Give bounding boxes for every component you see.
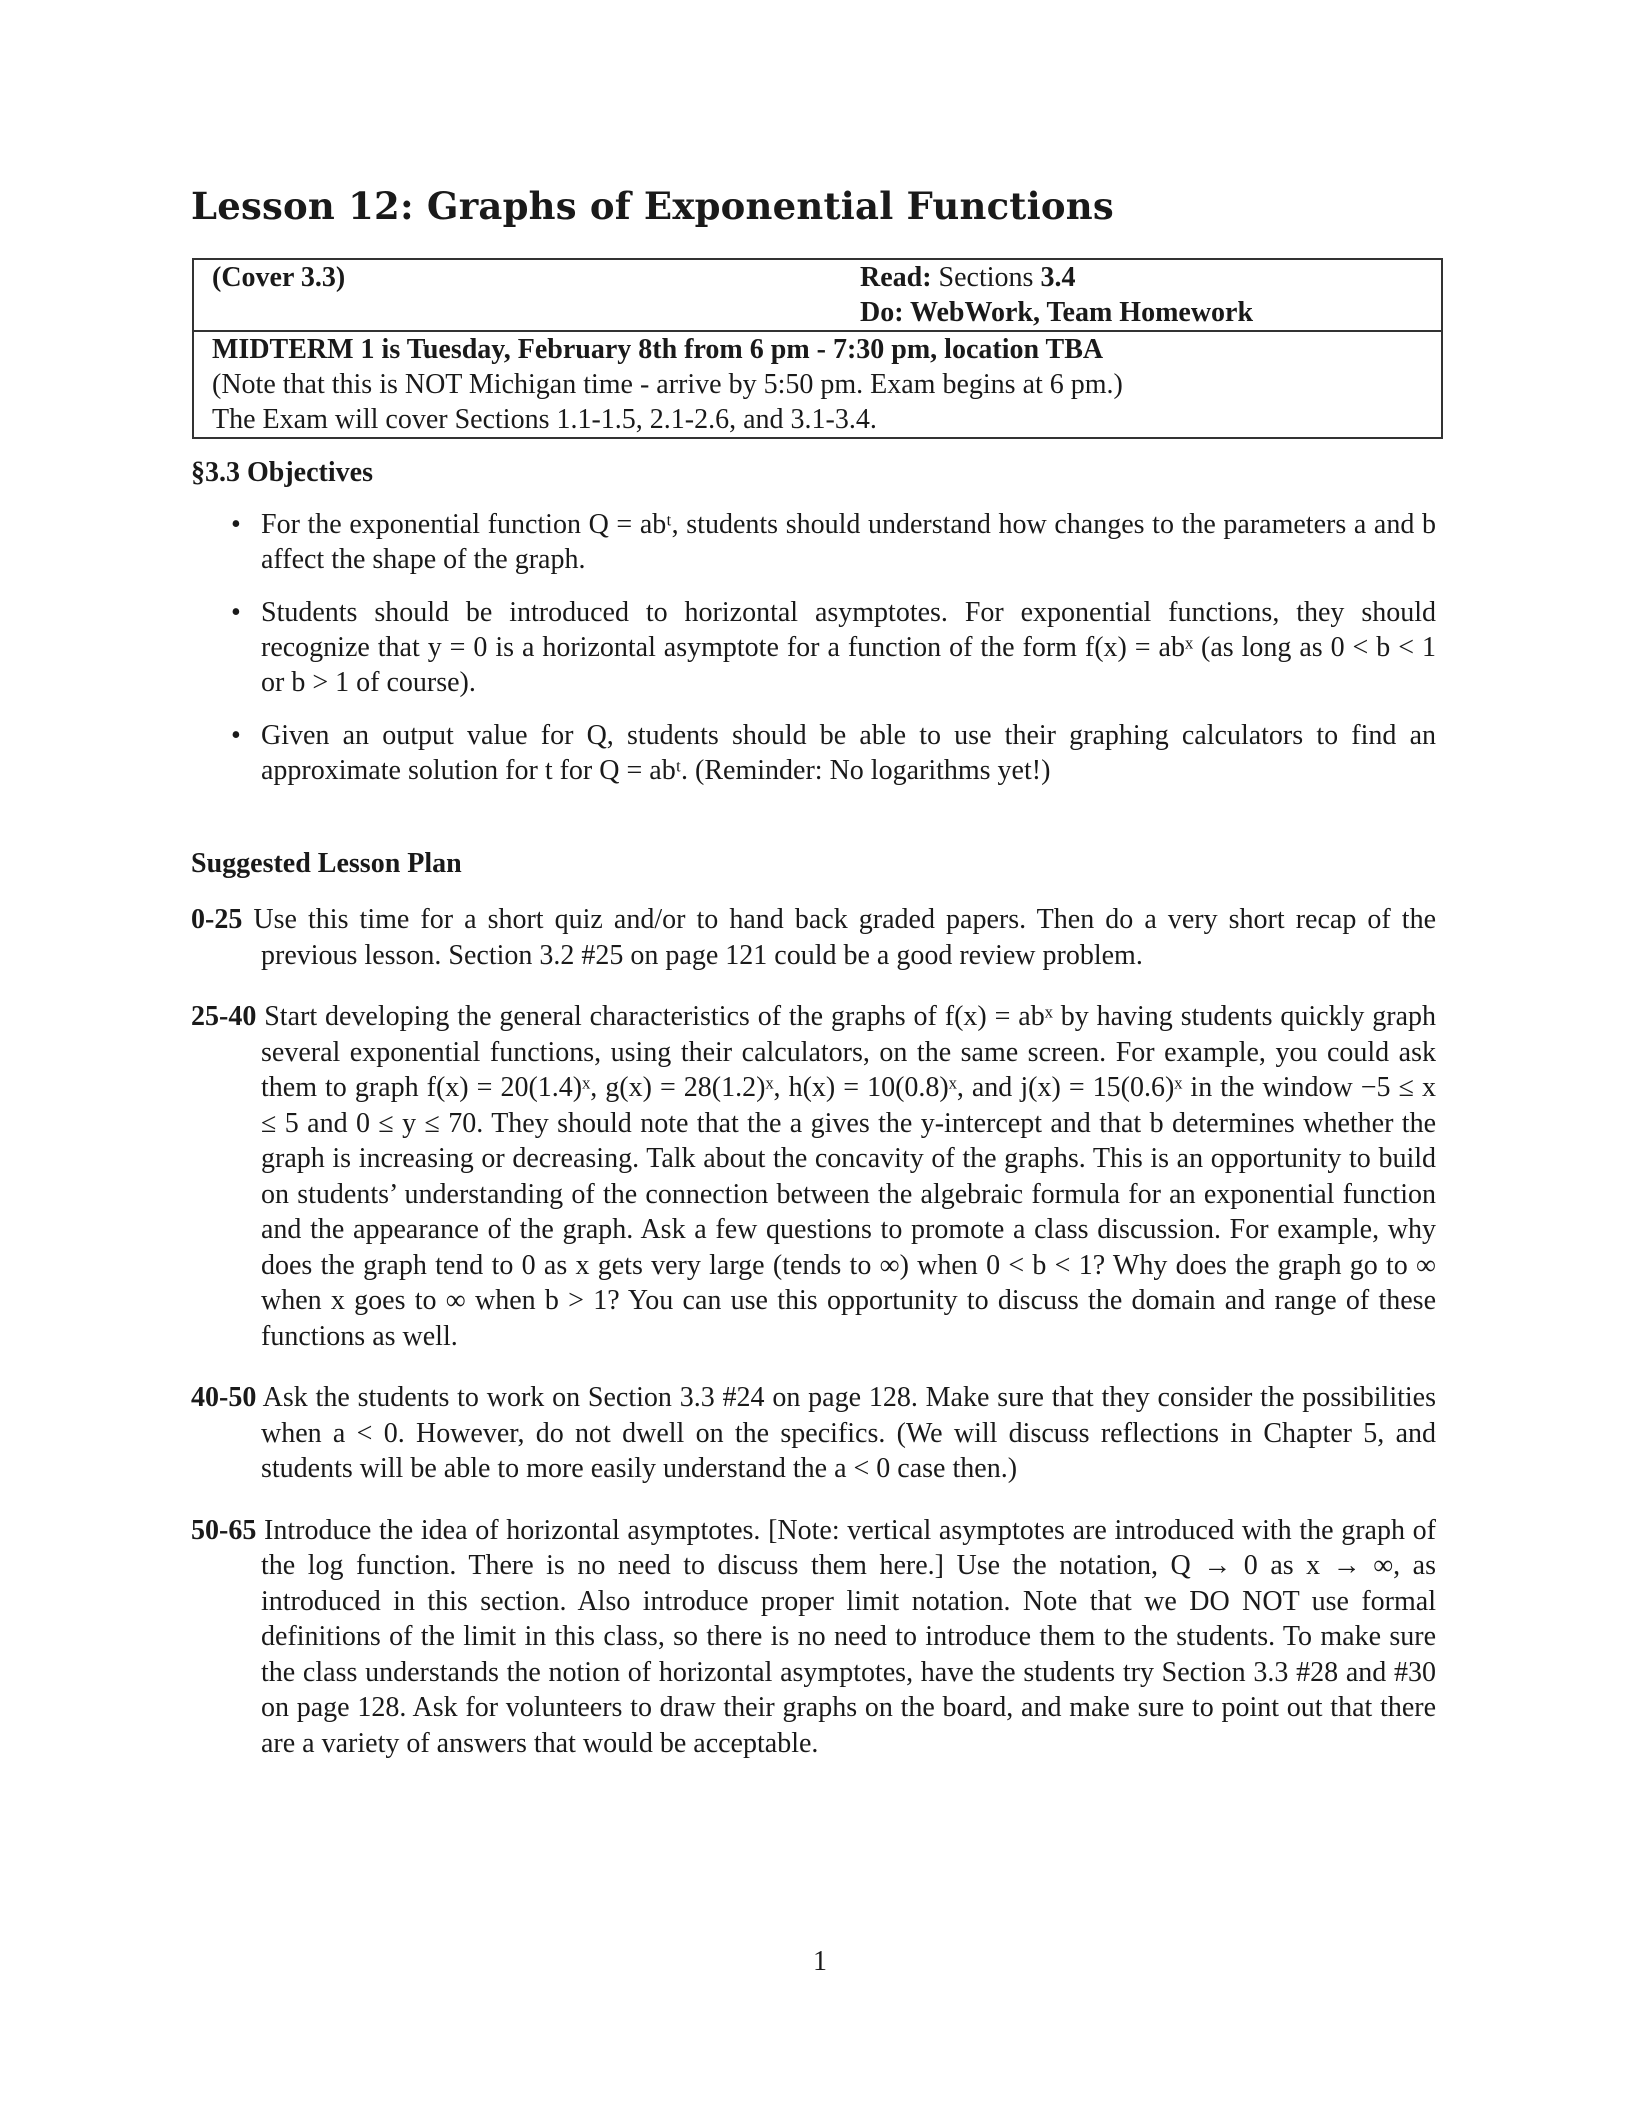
objective-text: Students should be introduced to horizontal asymptotes. For exponential functions, they should recognize that y = 0 is a horizontal asymptote for a function of the form f(x) = abˣ (as long as 0 < b < 1 or b > 1 of course). — [261, 597, 1436, 698]
read-line — [860, 260, 1423, 295]
plan-item — [191, 1513, 1436, 1762]
bullet-icon: • — [231, 597, 241, 628]
plan-text: Start developing the general characteristics of the graphs of f(x) = abˣ by having students quickly graph several exponential functions, using their calculators, on the same screen. For example, you could ask them to graph f(x) = 20(1.4)ˣ, g(x) = 28(1.2)ˣ, h(x) = 10(0.8)ˣ, and j(x) = 15(0.6)ˣ in the window −5 ≤ x ≤ 5 and 0 ≤ y ≤ 70. They should note that the a gives the y-intercept and that b determines whether the graph is increasing or decreasing. Talk about the concavity of the graphs. This is an opportunity to build on students’ understanding of the connection between the algebraic formula for an exponential function and the appearance of the graph. Ask a few questions to promote a class discussion. For example, why does the graph tend to 0 as x gets very large (tends to ∞) when 0 < b < 1? Why does the graph go to ∞ when x goes to ∞ when b > 1? You can use this opportunity to discuss the domain and range of these functions as well. — [261, 1001, 1436, 1352]
plan-item — [191, 902, 1436, 973]
objective-text: Given an output value for Q, students should be able to use their graphing calculators to find an approximate solution for t for Q = abᵗ. (Reminder: No logarithms yet!) — [261, 720, 1436, 786]
read-value: Sections — [938, 262, 1034, 293]
assignment-block — [860, 260, 1423, 330]
plan-time: 25-40 — [191, 1001, 257, 1032]
list-item — [231, 507, 1436, 577]
list-item — [231, 595, 1436, 700]
plan-text: Introduce the idea of horizontal asymptotes. [Note: vertical asymptotes are introduced with the graph of the log function. There is no need to discuss them here.] Use the notation, Q → 0 as x → ∞, as introduced in this section. Also introduce proper limit notation. Note that we DO NOT use formal definitions of the limit in this class, so there is no need to introduce them to the students. To make sure the class understands the notion of horizontal asymptotes, have the students try Section 3.3 #28 and #30 on page 128. Ask for volunteers to draw their graphs on the board, and make sure to point out that there are a variety of answers that would be acceptable. — [261, 1514, 1436, 1759]
plan-text: Ask the students to work on Section 3.3 #24 on page 128. Make sure that they consider the possibilities when a < 0. However, do not dwell on the specifics. (We will discuss reflections in Chapter 5, and students will be able to more easily understand the a < 0 case then.) — [261, 1382, 1436, 1484]
bullet-icon: • — [231, 720, 241, 751]
read-sections: 3.4 — [1040, 262, 1076, 293]
list-item — [231, 718, 1436, 788]
plan-time: 40-50 — [191, 1382, 257, 1413]
objectives-list — [191, 507, 1436, 788]
plan-item — [191, 999, 1436, 1354]
plan-item — [191, 1380, 1436, 1487]
exam-info — [194, 332, 1441, 437]
bullet-icon: • — [231, 509, 241, 540]
objective-text: For the exponential function Q = abᵗ, students should understand how changes to the parameters a and b affect the shape of the graph. — [261, 509, 1436, 575]
objectives-heading: §3.3 Objectives — [191, 457, 373, 488]
plan-time: 0-25 — [191, 904, 243, 935]
exam-note: (Note that this is NOT Michigan time - arrive by 5:50 pm. Exam begins at 6 pm.) — [212, 369, 1123, 400]
midterm-line: MIDTERM 1 is Tuesday, February 8th from 6 pm - 7:30 pm, location TBA — [212, 334, 1104, 365]
page-number: 1 — [813, 1946, 827, 1977]
document-page — [191, 180, 1436, 1787]
exam-coverage: The Exam will cover Sections 1.1-1.5, 2.1-2.6, and 3.1-3.4. — [212, 404, 877, 435]
info-box — [192, 258, 1443, 439]
lesson-plan-heading: Suggested Lesson Plan — [191, 848, 462, 879]
cover-label: (Cover 3.3) — [212, 262, 346, 293]
read-label: Read: — [860, 262, 932, 293]
lesson-title: Lesson 12: Graphs of Exponential Functions — [191, 184, 1114, 228]
plan-text: Use this time for a short quiz and/or to hand back graded papers. Then do a very short recap of the previous lesson. Section 3.2 #25 on page 121 could be a good review problem. — [253, 904, 1437, 971]
info-box-header — [194, 260, 1441, 332]
plan-time: 50-65 — [191, 1514, 257, 1546]
do-line: Do: WebWork, Team Homework — [860, 297, 1254, 328]
